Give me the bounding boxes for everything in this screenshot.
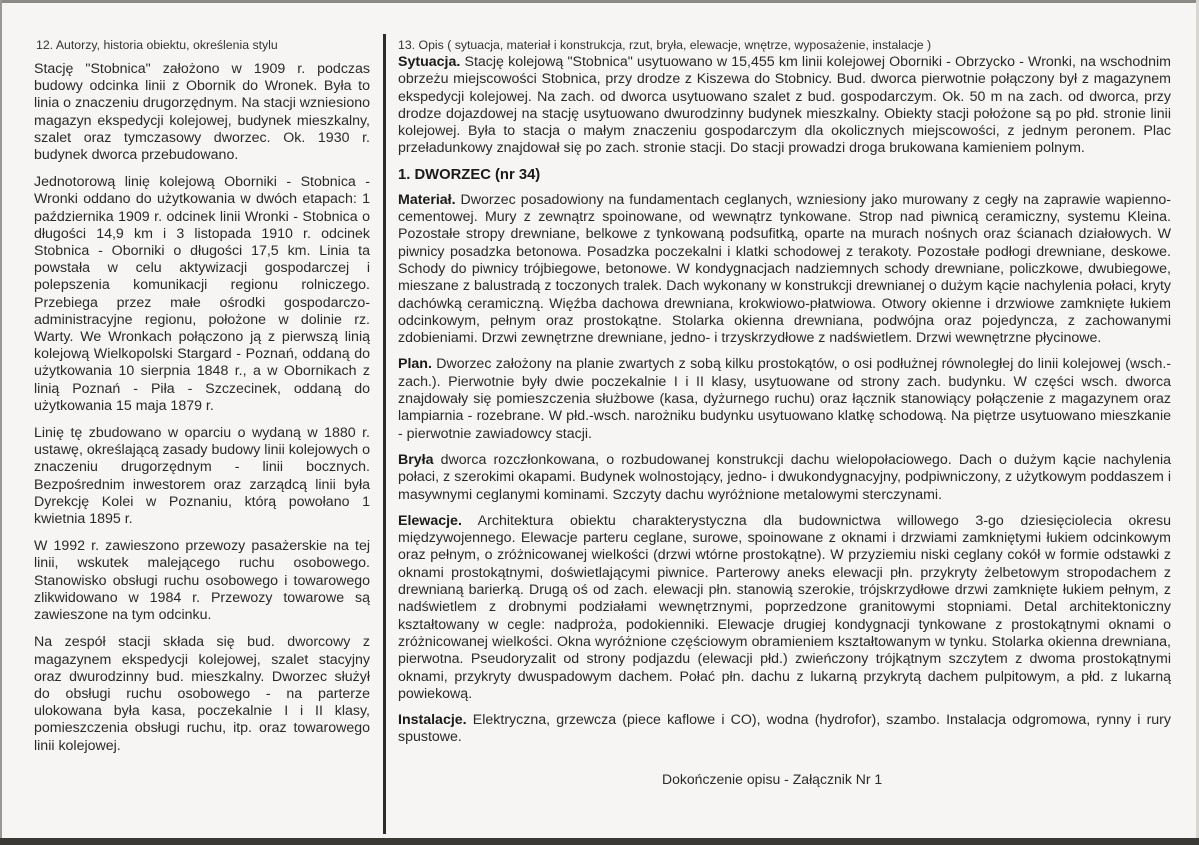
- history-paragraph: Na zespół stacji składa się bud. dworcowy z magazynem ekspedycji kolejowej, szalet stacyjny oraz dwurodzinny bud. mieszkalny. Dworzec służył do obsługi ruchu osobowego - na parterze ulokowana była kasa, poczekalnie I i II klasy, pomieszczenia obsługi ruchu, itp. oraz towarowego linii kolejowej.: [34, 634, 370, 754]
- history-paragraph: Linię tę zbudowano w oparciu o wydaną w 1880 r. ustawę, określającą zasady budowy linii kolejowych o znaczeniu drugorzędnym - linii bocznych. Bezpośrednim inwestorem oraz zarządcą linii była Dyrekcję Kolei w Poznaniu, którą powołano 1 kwietnia 1895 r.: [34, 425, 370, 528]
- lead-material: Materiał.: [398, 191, 456, 208]
- text-instalacje: Elektryczna, grzewcza (piece kaflowe i CO), wodna (hydrofor), szambo. Instalacja odgromowa, rynny i rury spustowe.: [398, 712, 1171, 746]
- text-bryla: dworca rozczłonkowana, o rozbudowanej konstrukcji dachu wielopołaciowego. Dach o dużym kącie nachylenia połaci, z szerokimi okapami. Budynek wolnostojący, jedno- i dwukondygnacyjny, podpiwniczony, z użytkowym poddaszem i masywnymi ceglanymi kominami. Szczyty dachu wyróżnione metalowymi sterczynami.: [398, 451, 1171, 503]
- paragraph-bryla: [398, 452, 1171, 504]
- column-divider: [383, 34, 386, 834]
- lead-bryla: Bryła: [398, 451, 434, 468]
- page-left-edge: [0, 0, 2, 845]
- paragraph-sytuacja: [398, 54, 1171, 158]
- history-paragraph: Stację "Stobnica" założono w 1909 r. podczas budowy odcinka linii z Obornik do Wronek. Była to linia o znaczeniu drugorzędnym. Na stacji wzniesiono magazyn ekspedycji kolejowej, budynek mieszkalny, szalet oraz tymczasowy dworzec. Ok. 1930 r. budynek dworca przebudowano.: [34, 61, 370, 164]
- lead-instalacje: Instalacje.: [398, 712, 467, 729]
- continuation-note: Dokończenie opisu - Załącznik Nr 1: [662, 770, 883, 787]
- history-paragraph: Jednotorową linię kolejową Oborniki - Stobnica - Wronki oddano do użytkowania w dwóch etapach: 1 października 1909 r. odcinek linii Wronki - Stobnica o długości 14,9 km i 3 listopada 1910 r. odcinek Stobnica - Oborniki o długości 17,5 km. Linia ta powstała w celu aktywizacji gospodarczej i polepszenia komunikacji regionu rolniczego. Przebiega przez małe ośrodki gospodarczo-administracyjne regionu, położone w dolinie rz. Warty. We Wronkach połączono ją z pierwszą linią kolejową Wielkopolski Stargard - Poznań, oddaną do użytkowania 10 sierpnia 1848 r., a w Obornikach z linią Poznań - Piła - Szczecinek, oddaną do użytkowania 15 maja 1879 r.: [34, 174, 370, 414]
- section-heading-history: 12. Autorzy, historia obiektu, określenia stylu: [36, 38, 278, 52]
- lead-plan: Plan.: [398, 356, 432, 373]
- lead-elewacje: Elewacje.: [398, 512, 462, 529]
- description-column: [398, 38, 1171, 787]
- text-plan: Dworzec założony na planie zwartych z sobą kilku prostokątów, o osi podłużnej równoległej do linii kolejowej (wsch.-zach.). Pierwotnie były dwie poczekalnie I i II klasy, usytuowane od strony zach. budynku. W części wsch. dworca znajdowały się pomieszczenia służbowe (kasa, dyżurnego ruchu) oraz łącznik stanowiący połączenie z magazynem oraz lampiarnia - rozebrane. W płd.-wsch. narożniku budynku usytuowano klatkę schodową. Na piętrze usytuowano mieszkanie - pierwotnie zawiadowcy stacji.: [398, 356, 1171, 442]
- paragraph-elewacje: [398, 513, 1171, 703]
- subheading-dworzec: 1. DWORZEC (nr 34): [398, 166, 541, 183]
- lead-sytuacja: Sytuacja.: [398, 54, 461, 70]
- page-bottom-edge: [0, 838, 1199, 845]
- paragraph-plan: [398, 356, 1171, 442]
- text-sytuacja: Stację kolejową "Stobnica" usytuowano w 15,455 km linii kolejowej Oborniki - Obrzycko - Wronki, na wschodnim obrzeżu miejscowości Stobnica, przy drodze z Kiszewa do Stobnicy. Bud. dworca pierwotnie połączony był z magazynem ekspedycji kolejowej. Na zach. od dworca usytuowano szalet z bud. gospodarczym. Ok. 50 m na zach. od dworca, przy drodze dojazdowej na stację usytuowano dwurodzinny budynek mieszkalny. Obiekty stacji położone są po płd. stronie linii kolejowej. Była to stacja o małym znaczeniu gospodarczym dla okolicznych miejscowości, z jednym peronem. Plac przeładunkowy znajdował się po zach. stronie stacji. Do stacji prowadzi droga brukowana kamieniem polnym.: [398, 54, 1171, 157]
- history-column: [34, 38, 370, 765]
- text-elewacje: Architektura obiektu charakterystyczna dla budownictwa willowego 3-go dziesięciolecia okresu międzywojennego. Elewacje parteru ceglane, surowe, spoinowane z oknami i drzwiami zamkniętymi łukiem odcinkowym oraz pełnym, o zróżnicowanej wielkości (drzwi wtórne prostokątne). W przyziemiu niski ceglany cokół w formie odstawki z oknami prostokątnymi, doświetlającymi piwnice. Parterowy aneks elewacji płn. przykryty żelbetowym stropodachem z drewnianą barierką. Drugą oś od zach. elewacji płn. stanowią szerokie, trójskrzydłowe drzwi zamknięte łukiem pełnym, z nadświetlem z drobnymi podziałami wewnętrznymi, poprzedzone granitowymi stopniami. Detal architektoniczny kształtowany w cegle: nadproża, podokienniki. Elewacje drugiej kondygnacji tynkowane z prostokątnymi oknami o zróżnicowanej wielkości. Okna wyróżnione częściowym obramieniem kształtowanym w tynku. Stolarka okienna drewniana, pierwotna. Pseudoryzalit od strony podjazdu (elewacji płd.) zwieńczony trójkątnym szczytem z dwoma prostokątnymi oknami, przykryty dwuspadowym dachem. Połać płn. dachu z lukarną przykrytą dachem pulpitowym, a płd. z lukarną powiekową.: [398, 512, 1171, 702]
- paragraph-material: [398, 192, 1171, 348]
- history-paragraph: W 1992 r. zawieszono przewozy pasażerskie na tej linii, wskutek malejącego ruchu osobowego. Stanowisko obsługi ruchu osobowego i towarowego zlikwidowano w 1984 r. Przewozy towarowe są zawieszone na tym odcinku.: [34, 538, 370, 624]
- paragraph-instalacje: [398, 712, 1171, 747]
- section-heading-description: 13. Opis ( sytuacja, materiał i konstrukcja, rzut, bryła, elewacje, wnętrze, wyposażenie, instalacje ): [398, 38, 932, 52]
- text-material: Dworzec posadowiony na fundamentach ceglanych, wzniesiony jako murowany z cegły na zaprawie wapienno-cementowej. Mury z zewnątrz spoinowane, od wewnątrz tynkowane. Strop nad piwnicą ceramiczny, systemu Kleina. Pozostałe stropy drewniane, belkowe z tynkowaną podsufitką, oparte na murach nośnych oraz ścianach działowych. W piwnicy posadzka betonowa. Posadzka poczekalni i klatki schodowej z terakoty. Pozostałe podłogi drewniane, deskowe. Schody do piwnicy trójbiegowe, betonowe. W kondygnacjach nadziemnych schody drewniane, policzkowe, dwubiegowe, mieszane z balustradą z toczonych tralek. Dach wykonany w konstrukcji drewnianej o dużym kącie nachylenia połaci, kryty dachówką ceramiczną. Więźba dachowa drewniana, krokwiowo-płatwiowa. Otwory okienne i drzwiowe zamknięte łukiem odcinkowym, pełnym oraz prostokątne. Stolarka okienna drewniana, podwójna oraz pojedyncza, z zachowanymi zdobieniami. Drzwi zewnętrzne drewniane, jedno- i trzyskrzydłowe z nadświetlem. Drzwi wewnętrzne płycinowe.: [398, 191, 1171, 347]
- page-top-edge: [0, 0, 1199, 3]
